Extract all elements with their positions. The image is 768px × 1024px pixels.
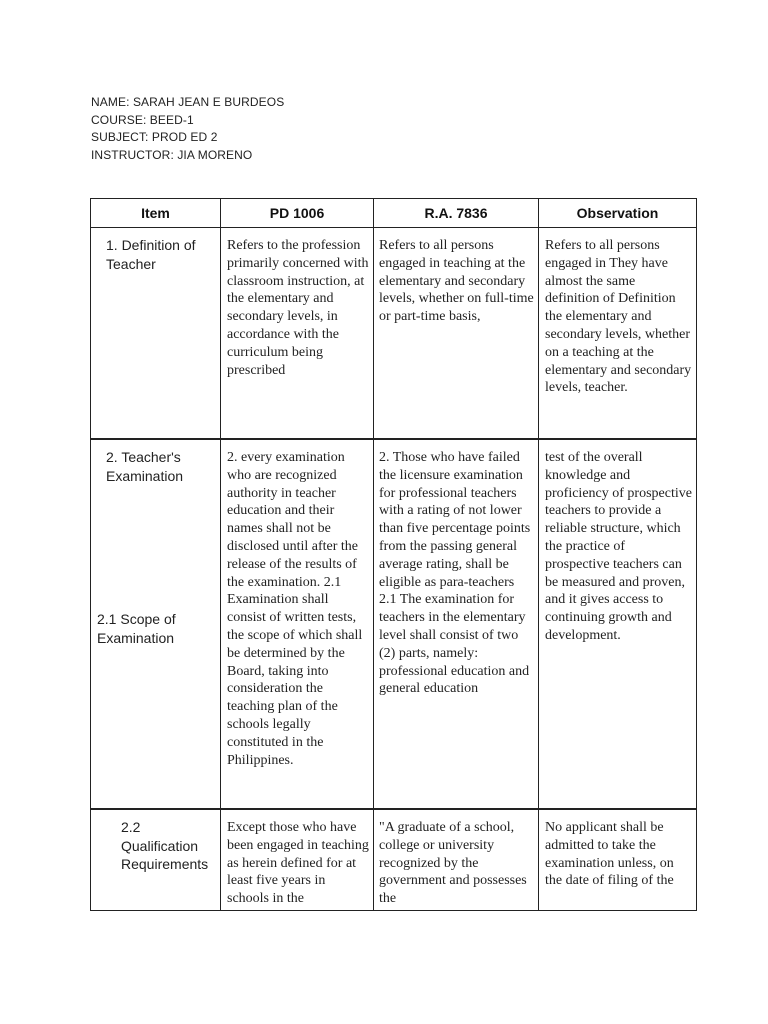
row-item-label: 2. Teacher's Examination bbox=[106, 449, 184, 484]
column-header-ra7836: R.A. 7836 bbox=[374, 199, 539, 228]
table-row bbox=[91, 439, 697, 809]
subject: SUBJECT: PROD ED 2 bbox=[91, 130, 218, 144]
row-item-label: 1. Definition of Teacher bbox=[106, 237, 196, 272]
ra7836-cell: Refers to all persons engaged in teaching at the elementary and secondary levels, whether on full-time or part-time basis, bbox=[379, 238, 534, 325]
row-item-label: 2.2 Qualification Requirements bbox=[121, 819, 209, 872]
instructor: INSTRUCTOR: JIA MORENO bbox=[91, 147, 253, 162]
column-header-pd1006: PD 1006 bbox=[221, 199, 374, 228]
observation-cell: Refers to all persons engaged in They have almost the same definition of Definition the elementary and secondary levels, whether on a teaching at the elementary and secondary levels, teacher. bbox=[545, 238, 692, 396]
ra7836-cell: "A graduate of a school, college or university recognized by the government and possesses the bbox=[379, 820, 527, 907]
course: COURSE: BEED-1 bbox=[91, 112, 194, 127]
student-info-header bbox=[91, 94, 284, 164]
observation-cell: No applicant shall be admitted to take the examination unless, on the date of filing of the bbox=[545, 820, 674, 889]
pd1006-cell: Refers to the profession primarily concerned with classroom instruction, at the elementary and secondary levels, in accordance with the curriculum being prescribed bbox=[227, 238, 369, 378]
table-row bbox=[91, 228, 697, 440]
ra7836-cell: 2. Those who have failed the licensure examination for professional teachers with a rating of not lower than five percentage points from the passing general average rating, shall be eligible as para-teachers 2.1 The examination for teachers in the elementary level shall consist of two (2) parts, namely: professional education and general education bbox=[379, 450, 531, 697]
column-header-observation: Observation bbox=[539, 199, 697, 228]
pd1006-cell: 2. every examination who are recognized authority in teacher education and their names shall not be disclosed until after the release of the results of the examination. 2.1 Examination shall consist of written tests, the scope of which shall be determined by the Board, taking into consideration the teaching plan of the schools legally constituted in the Philippines. bbox=[227, 450, 363, 768]
student-name: NAME: SARAH JEAN E BURDEOS bbox=[91, 95, 285, 109]
row-subitem-label: 2.1 Scope of Examination bbox=[97, 611, 176, 646]
table-header-row bbox=[91, 199, 697, 228]
pd1006-cell: Except those who have been engaged in teaching as herein defined for at least five years in schools in the bbox=[227, 820, 369, 907]
comparison-table bbox=[90, 198, 697, 911]
observation-cell: test of the overall knowledge and proficiency of prospective teachers to provide a reliable structure, which the practice of prospective teachers can be measured and proven, and it gives access to continuing growth and development. bbox=[545, 450, 692, 643]
column-header-item: Item bbox=[91, 199, 221, 228]
table-row bbox=[91, 809, 697, 911]
